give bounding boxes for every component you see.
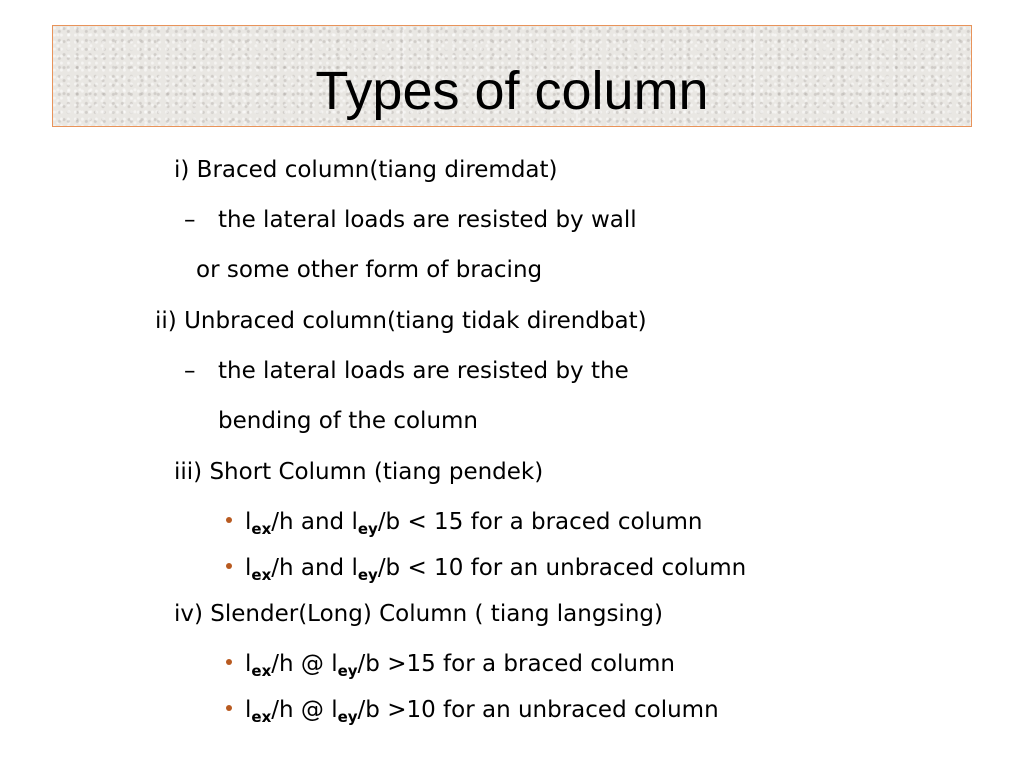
bullet-dot-icon — [226, 563, 232, 569]
braced-description-line-1 — [184, 205, 637, 235]
braced-column-heading: i) Braced column(tiang diremdat) — [174, 157, 558, 183]
braced-description-line-2: or some other form of bracing — [196, 257, 543, 283]
slender-column-heading: iv) Slender(Long) Column ( tiang langsing) — [174, 601, 663, 627]
title-banner — [52, 25, 972, 127]
bullet-dot-icon — [226, 517, 232, 523]
short-column-bullet: $l_{ex}/h$ and $l_{ey}/b < 15$ for a braced column — [226, 507, 703, 537]
slide-title: Types of column — [315, 61, 709, 121]
dash-marker: – — [184, 358, 196, 384]
short-column-heading: iii) Short Column (tiang pendek) — [174, 459, 544, 485]
braced-description-text-1: the lateral loads are resisted by wall — [218, 207, 637, 233]
short-column-bullet: $l_{ex}/h$ and $l_{ey}/b < 10$ for an unbraced column — [226, 553, 746, 583]
unbraced-column-heading: ii) Unbraced column(tiang tidak direndbat) — [155, 308, 647, 334]
dash-marker: – — [184, 207, 196, 233]
bullet-dot-icon — [226, 705, 232, 711]
slender-column-bullet: $l_{ex}/h$ @ $l_{ey}/b >10$ for an unbraced column — [226, 695, 719, 725]
slender-column-bullet: $l_{ex}/h$ @ $l_{ey}/b >15$ for a braced column — [226, 649, 675, 679]
unbraced-description-line-2: bending of the column — [218, 408, 479, 434]
bullet-dot-icon — [226, 659, 232, 665]
unbraced-description-line-1 — [184, 356, 629, 386]
unbraced-description-text-1: the lateral loads are resisted by the — [218, 358, 629, 384]
